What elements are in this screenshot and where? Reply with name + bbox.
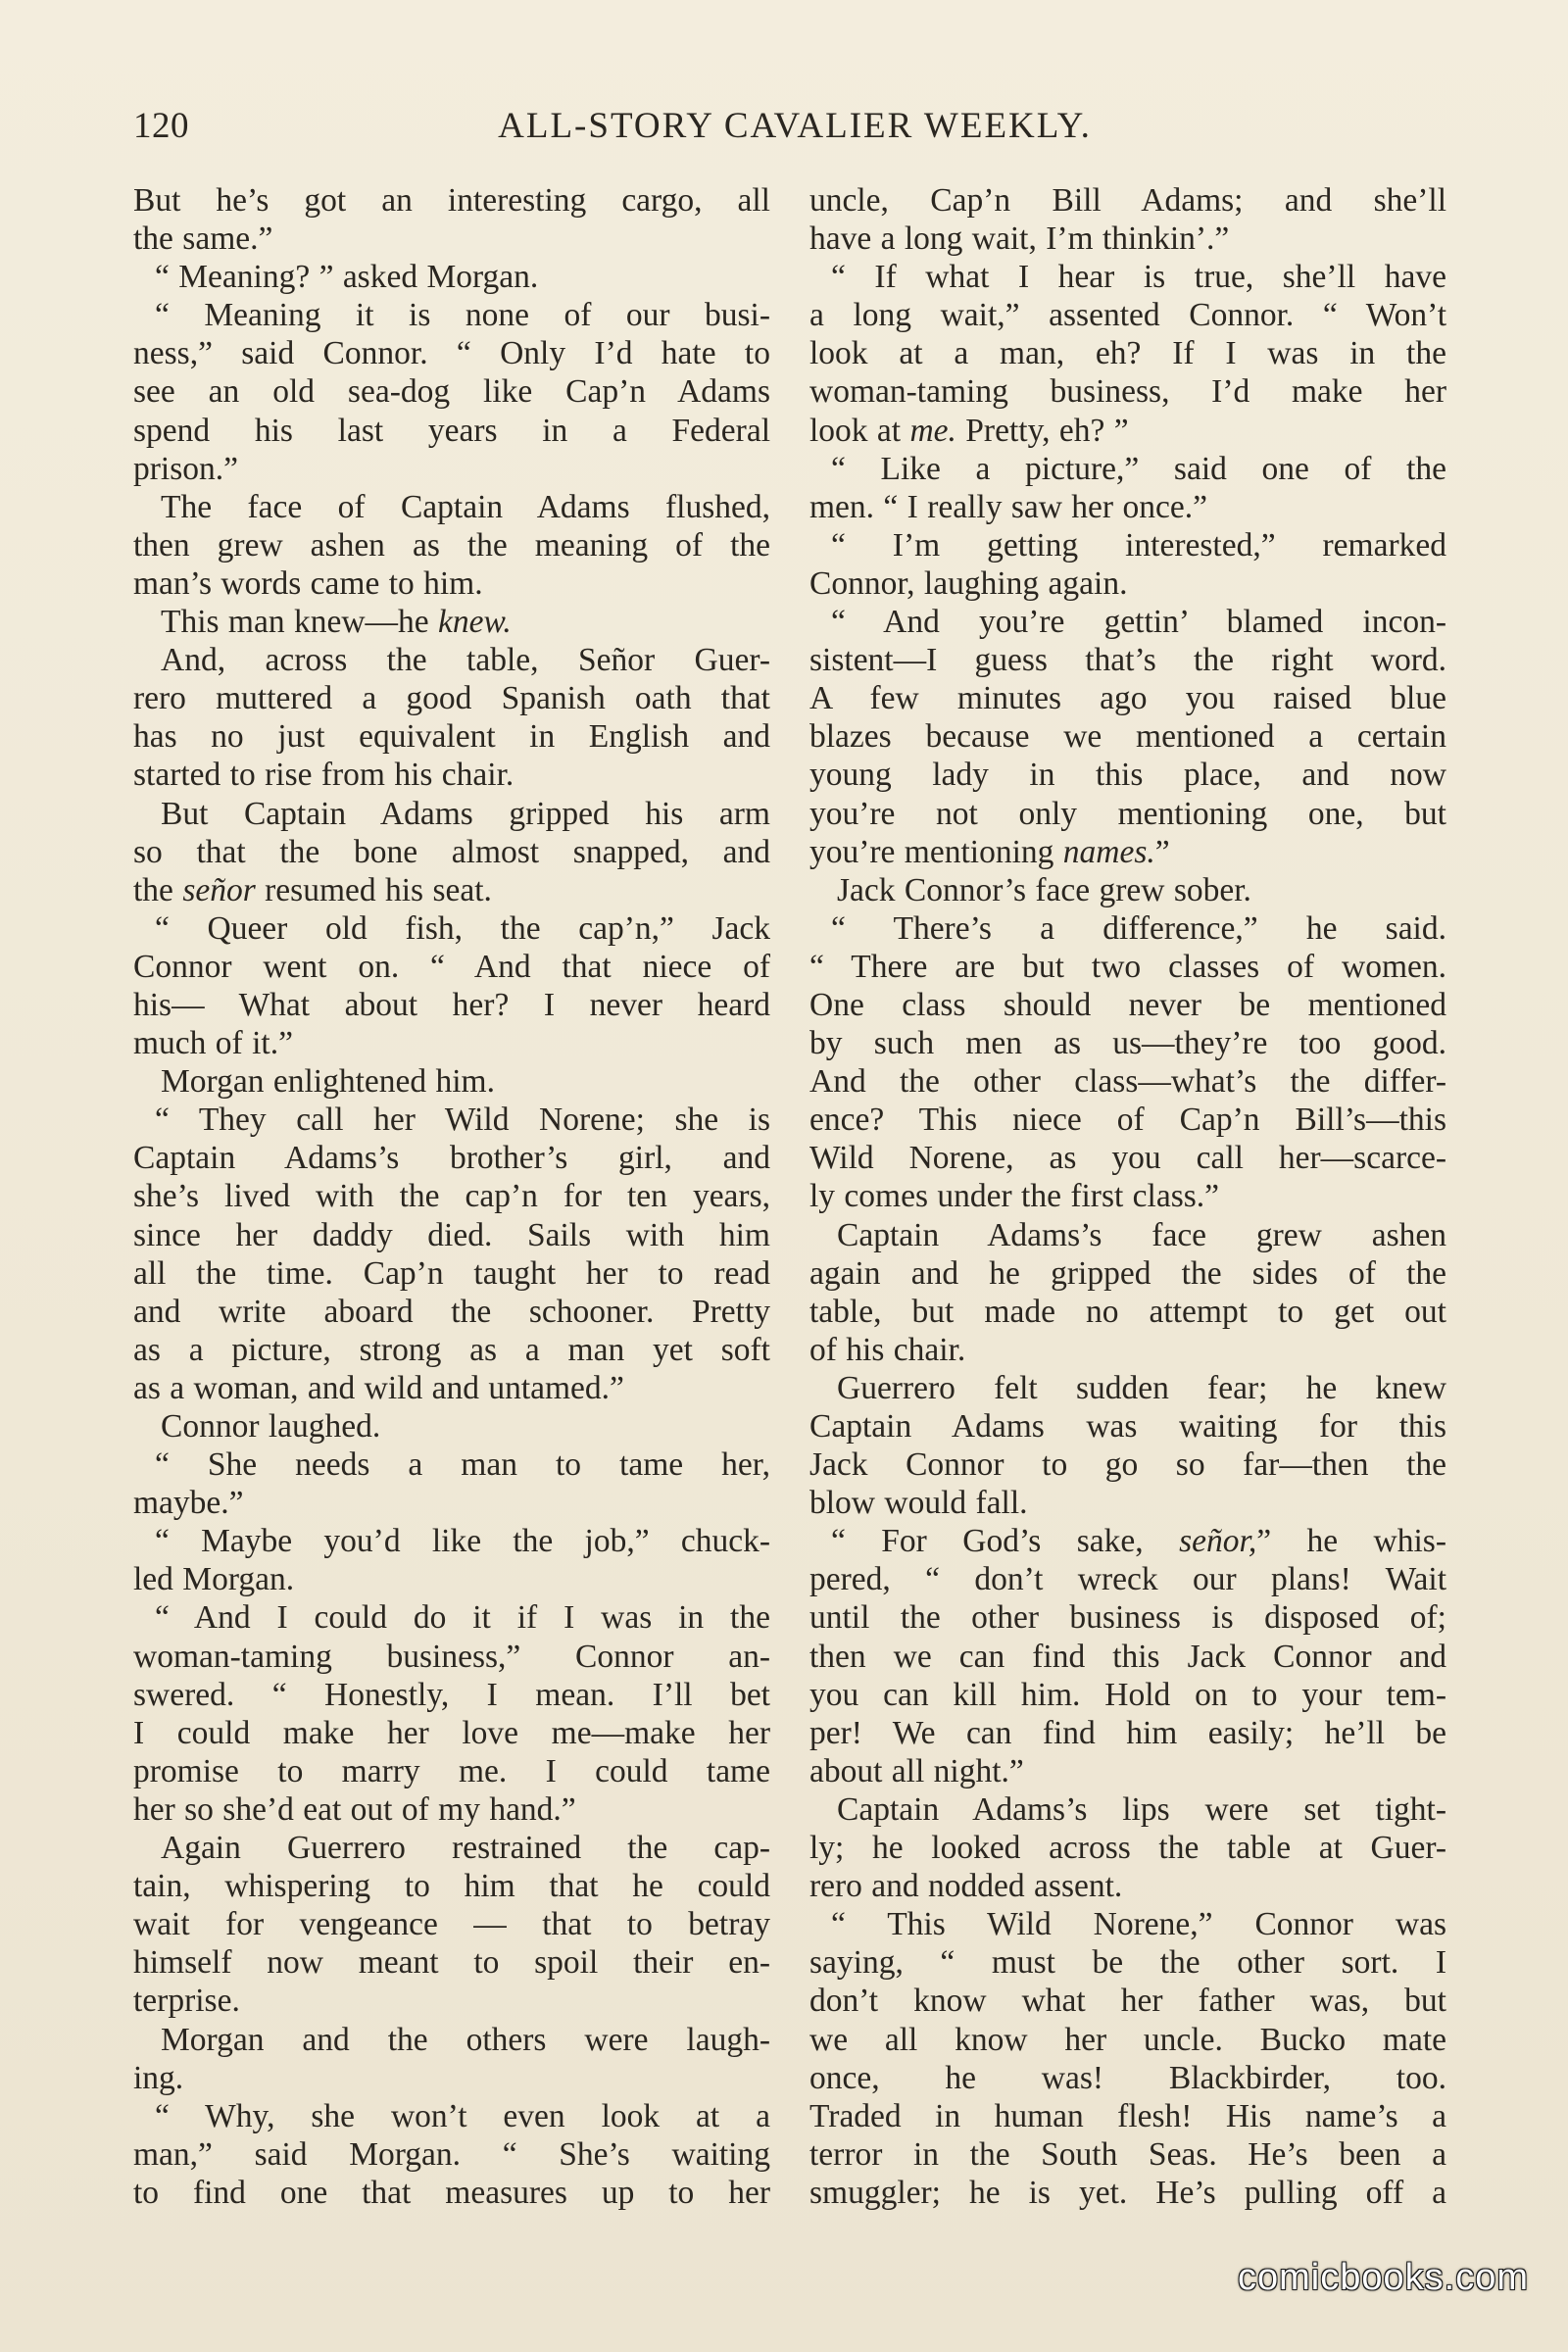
text-line: the same.” (133, 220, 273, 258)
text-line: see an old sea-dog like Cap’n Adams (133, 373, 770, 411)
text-line: “ They call her Wild Norene; she is (155, 1102, 770, 1139)
text-line: And the other class—what’s the differ- (809, 1063, 1446, 1101)
text-line: terror in the South Seas. He’s been a (809, 2135, 1446, 2173)
text-line: once, he was! Blackbirder, too. (809, 2059, 1446, 2096)
text-line: a long wait,” assented Connor. “ Won’t (809, 297, 1446, 334)
text-line: ness,” said Connor. “ Only I’d hate to (133, 335, 770, 372)
text-line: as a picture, strong as a man yet soft (133, 1331, 770, 1368)
text-line: spend his last years in a Federal (133, 412, 770, 449)
text-line: ing. (133, 2059, 184, 2096)
text-line: Wild Norene, as you call her—scarce- (809, 1140, 1446, 1177)
text-line: Jack Connor to go so far—then the (809, 1446, 1446, 1484)
text-line: Morgan and the others were laugh- (161, 2021, 770, 2058)
page-header (133, 102, 1437, 157)
text-line: by such men as us—they’re too good. (809, 1025, 1446, 1062)
text-line: Jack Connor’s face grew sober. (837, 871, 1251, 908)
text-line: blazes because we mentioned a certain (809, 718, 1446, 756)
text-line: “ Queer old fish, the cap’n,” Jack (155, 909, 770, 947)
text-line: “ Meaning it is none of our busi- (155, 297, 770, 334)
text-line: “ She needs a man to tame her, (155, 1446, 770, 1484)
text-line: One class should never be mentioned (809, 986, 1446, 1023)
text-line: “ Maybe you’d like the job,” chuck- (155, 1523, 770, 1560)
text-line: “ This Wild Norene,” Connor was (831, 1906, 1446, 1943)
text-line: Captain Adams’s lips were set tight- (837, 1790, 1446, 1828)
text-line: led Morgan. (133, 1561, 295, 1598)
text-line: rero muttered a good Spanish oath that (133, 680, 770, 717)
text-line: don’t know what her father was, but (809, 1983, 1446, 2020)
text-line: look at a man, eh? If I was in the (809, 335, 1446, 372)
text-line: “ And you’re gettin’ blamed incon- (831, 604, 1446, 641)
text-line: “ There are but two classes of women. (809, 948, 1446, 985)
text-line: table, but made no attempt to get out (809, 1293, 1446, 1330)
text-line: ence? This niece of Cap’n Bill’s—this (809, 1102, 1446, 1139)
text-line: then we can find this Jack Connor and (809, 1638, 1446, 1675)
text-line: until the other business is disposed of; (809, 1599, 1446, 1637)
left-text-column (133, 181, 770, 2220)
text-line: terprise. (133, 1983, 240, 2020)
text-line: “ Meaning? ” asked Morgan. (155, 259, 539, 296)
text-line: A few minutes ago you raised blue (809, 680, 1446, 717)
text-line: Guerrero felt sudden fear; he knew (837, 1369, 1446, 1406)
text-line: Captain Adams’s face grew ashen (837, 1216, 1446, 1253)
text-line: Traded in human flesh! His name’s a (809, 2097, 1446, 2134)
text-line: The face of Captain Adams flushed, (161, 488, 770, 525)
text-line: “ Like a picture,” said one of the (831, 450, 1446, 487)
text-line: as a woman, and wild and untamed.” (133, 1369, 624, 1406)
watermark-logo: comicbooks.com (1238, 2257, 1529, 2298)
text-line: And, across the table, Señor Guer- (161, 642, 770, 679)
text-line: prison.” (133, 450, 238, 487)
text-line: her so she’d eat out of my hand.” (133, 1790, 576, 1828)
text-line: you can kill him. Hold on to your tem- (809, 1676, 1446, 1713)
text-line: uncle, Cap’n Bill Adams; and she’ll (809, 182, 1446, 219)
text-line: This man knew—he knew. (161, 604, 512, 641)
text-line: “ I’m getting interested,” remarked (831, 526, 1446, 564)
text-line: you’re mentioning names.” (809, 833, 1170, 870)
text-line: the señor resumed his seat. (133, 871, 492, 908)
text-line: all the time. Cap’n taught her to read (133, 1254, 770, 1292)
text-line: Captain Adams was waiting for this (809, 1408, 1446, 1445)
text-line: Captain Adams’s brother’s girl, and (133, 1140, 770, 1177)
text-line: have a long wait, I’m thinkin’.” (809, 220, 1230, 258)
text-line: But Captain Adams gripped his arm (161, 795, 770, 832)
text-line: Morgan enlightened him. (161, 1063, 495, 1101)
text-line: men. “ I really saw her once.” (809, 488, 1207, 525)
text-line: “ And I could do it if I was in the (155, 1599, 770, 1637)
text-line: saying, “ must be the other sort. I (809, 1944, 1446, 1982)
text-line: Connor, laughing again. (809, 564, 1128, 602)
text-line: pered, “ don’t wreck our plans! Wait (809, 1561, 1446, 1598)
text-line: swered. “ Honestly, I mean. I’ll bet (133, 1676, 770, 1713)
text-line: so that the bone almost snapped, and (133, 833, 770, 870)
text-line: man’s words came to him. (133, 564, 483, 602)
page-number: 120 (133, 106, 189, 146)
text-line: per! We can find him easily; he’ll be (809, 1714, 1446, 1751)
text-line: smuggler; he is yet. He’s pulling off a (809, 2174, 1446, 2211)
text-line: about all night.” (809, 1752, 1024, 1789)
text-line: Again Guerrero restrained the cap- (161, 1830, 770, 1867)
text-line: ly; he looked across the table at Guer- (809, 1830, 1446, 1867)
text-line: maybe.” (133, 1485, 244, 1522)
text-line: rero and nodded assent. (809, 1868, 1123, 1905)
right-text-column (809, 181, 1446, 2220)
text-line: But he’s got an interesting cargo, all (133, 182, 770, 219)
text-line: woman-taming business, I’d make her (809, 373, 1446, 411)
text-line: has no just equivalent in English and (133, 718, 770, 756)
text-line: wait for vengeance — that to betray (133, 1906, 770, 1943)
text-line: to find one that measures up to her (133, 2174, 770, 2211)
text-line: Connor went on. “ And that niece of (133, 948, 770, 985)
text-line: man,” said Morgan. “ She’s waiting (133, 2135, 770, 2173)
text-line: young lady in this place, and now (809, 757, 1446, 794)
text-line: she’s lived with the cap’n for ten years, (133, 1178, 770, 1215)
text-line: Connor laughed. (161, 1408, 381, 1445)
text-line: “ If what I hear is true, she’ll have (831, 259, 1446, 296)
text-line: since her daddy died. Sails with him (133, 1216, 770, 1253)
text-line: again and he gripped the sides of the (809, 1254, 1446, 1292)
text-line: woman-taming business,” Connor an- (133, 1638, 770, 1675)
text-line: himself now meant to spoil their en- (133, 1944, 770, 1982)
text-line: look at me. Pretty, eh? ” (809, 412, 1129, 449)
text-line: we all know her uncle. Bucko mate (809, 2021, 1446, 2058)
text-line: much of it.” (133, 1025, 293, 1062)
text-line: of his chair. (809, 1331, 966, 1368)
text-line: blow would fall. (809, 1485, 1028, 1522)
text-line: tain, whispering to him that he could (133, 1868, 770, 1905)
text-line: you’re not only mentioning one, but (809, 795, 1446, 832)
text-line: “ Why, she won’t even look at a (155, 2097, 770, 2134)
running-head: ALL-STORY CAVALIER WEEKLY. (498, 106, 1092, 146)
text-line: and write aboard the schooner. Pretty (133, 1293, 770, 1330)
text-line: sistent—I guess that’s the right word. (809, 642, 1446, 679)
text-line: ly comes under the first class.” (809, 1178, 1220, 1215)
text-line: promise to marry me. I could tame (133, 1752, 770, 1789)
text-line: his— What about her? I never heard (133, 986, 770, 1023)
text-line: “ For God’s sake, señor,” he whis- (831, 1523, 1446, 1560)
text-line: I could make her love me—make her (133, 1714, 770, 1751)
text-line: then grew ashen as the meaning of the (133, 526, 770, 564)
text-line: “ There’s a difference,” he said. (831, 909, 1446, 947)
text-line: started to rise from his chair. (133, 757, 514, 794)
